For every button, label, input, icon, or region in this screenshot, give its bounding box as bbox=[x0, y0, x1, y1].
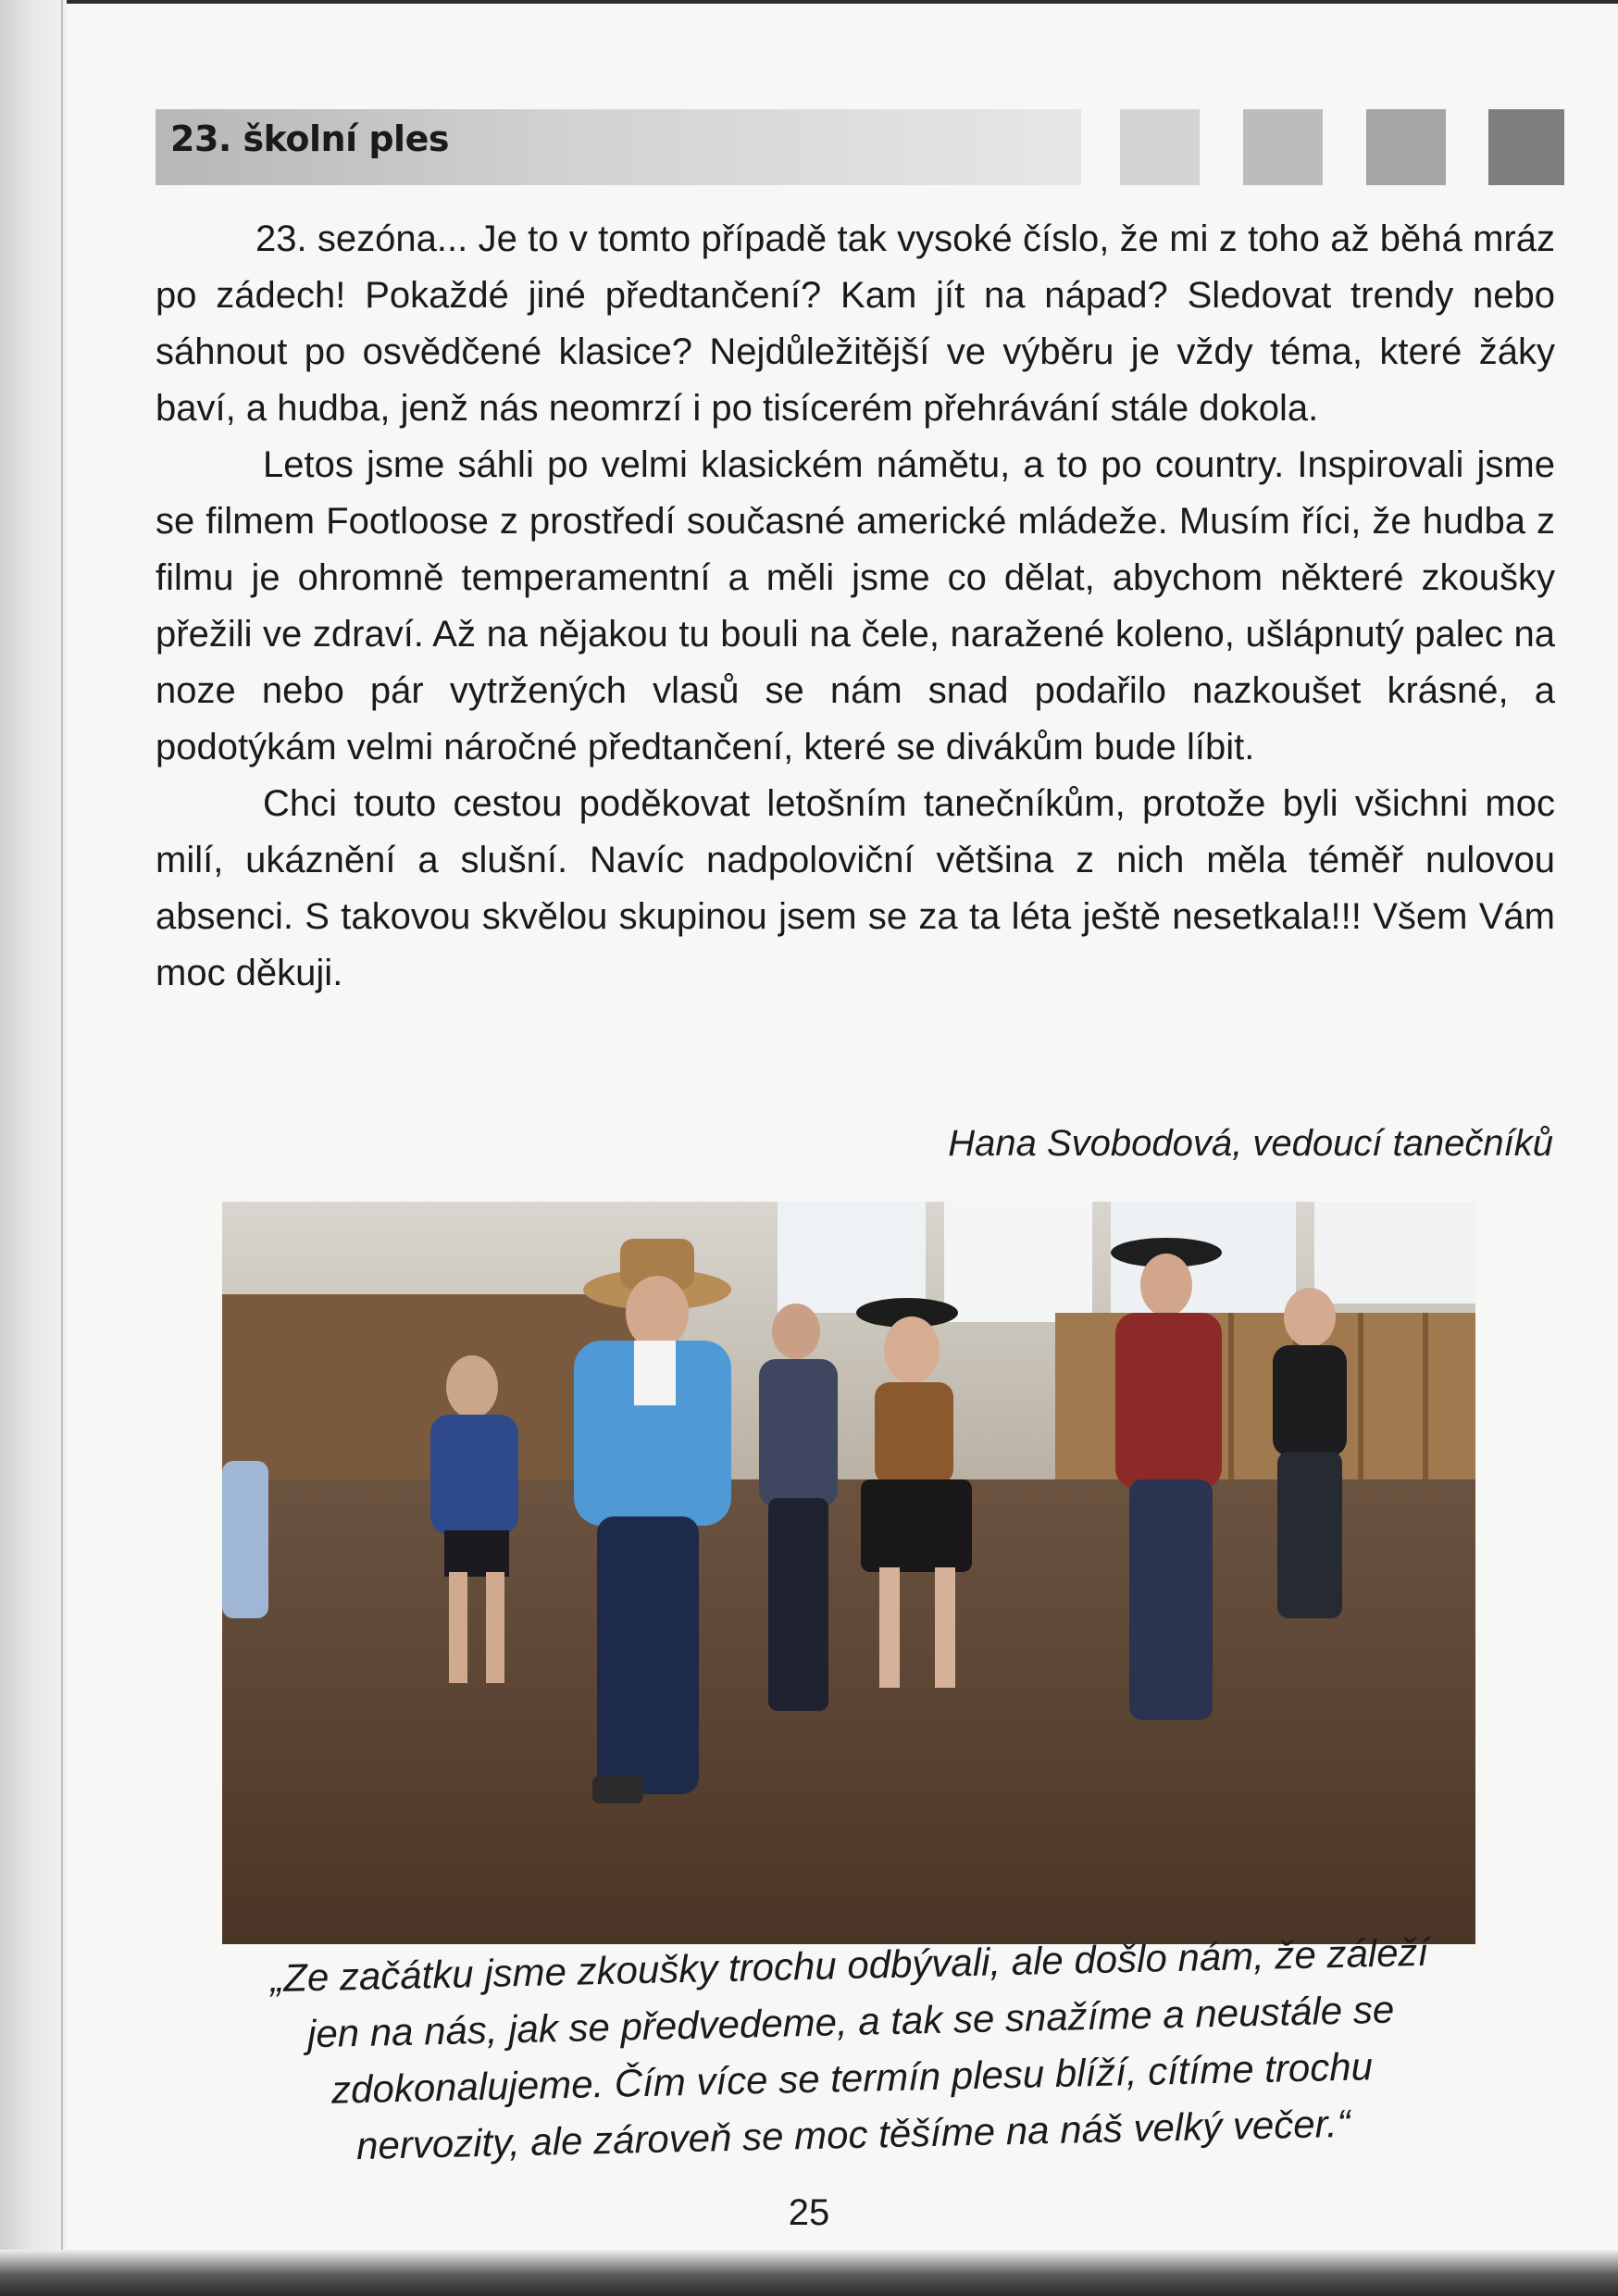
scan-bottom-edge bbox=[0, 2250, 1618, 2296]
page-number: 25 bbox=[788, 2192, 830, 2233]
caption-line-4: nervozity, ale zároveň se moc těšíme na náš velký večer.“ bbox=[355, 2101, 1351, 2168]
author-signature: Hana Svobodová, vedoucí tanečníků bbox=[948, 1123, 1553, 1164]
scan-top-edge bbox=[67, 0, 1618, 4]
paragraph-2: Letos jsme sáhli po velmi klasickém námětu, a to po country. Inspirovali jsme se filmem Footloose z prostředí současné americké mládeže. Musím říci, že hudba z filmu je ohromně temperamentní a měli jsme co dělat, abychom některé zkoušky přežili ve zdraví. Až na nějakou tu bouli na čele, naražené koleno, ušlápnutý palec na noze nebo pár vytržených vlasů se nám snad podařilo nazkoušet krásné, a podotýkám velmi náročné předtančení, které se divákům bude líbit. bbox=[156, 444, 1555, 767]
header-deco-square-2 bbox=[1243, 109, 1323, 185]
page-title: 23. školní ples bbox=[170, 119, 449, 159]
header-deco-square-3 bbox=[1366, 109, 1446, 185]
caption-line-3: zdokonalujeme. Čím více se termín plesu blíží, cítíme trochu bbox=[330, 2044, 1374, 2112]
caption-line-1: „Ze začátku jsme zkoušky trochu odbývali, ale došlo nám, že záleží bbox=[269, 1929, 1429, 2001]
header-deco-square-1 bbox=[1120, 109, 1200, 185]
paragraph-1: 23. sezóna... Je to v tomto případě tak vysoké číslo, že mi z toho až běhá mráz po zádech! Pokaždé jiné předtančení? Kam jít na nápad? Sledovat trendy nebo sáhnout po osvědčené klasice? Nejdůležitější ve výběru je vždy téma, které žáky baví, a hudba, jenž nás neomrzí i po tisícerém přehrávání stále dokola. bbox=[156, 218, 1555, 429]
article-body bbox=[156, 211, 1555, 1002]
binding-line bbox=[61, 0, 63, 2296]
header-deco-square-4 bbox=[1488, 109, 1564, 185]
caption-line-2: jen na nás, jak se předvedeme, a tak se snažíme a neustále se bbox=[306, 1987, 1395, 2056]
binding-edge bbox=[0, 0, 67, 2296]
dance-rehearsal-photo bbox=[222, 1202, 1475, 1944]
photo-caption bbox=[222, 1923, 1480, 2177]
paragraph-3: Chci touto cestou poděkovat letošním tanečníkům, protože byli všichni moc milí, ukáznění a slušní. Navíc nadpoloviční většina z nich měla téměř nulovou absenci. S takovou skvělou skupinou jsem se za ta léta ještě nesetkala!!! Všem Vám moc děkuji. bbox=[156, 783, 1555, 993]
